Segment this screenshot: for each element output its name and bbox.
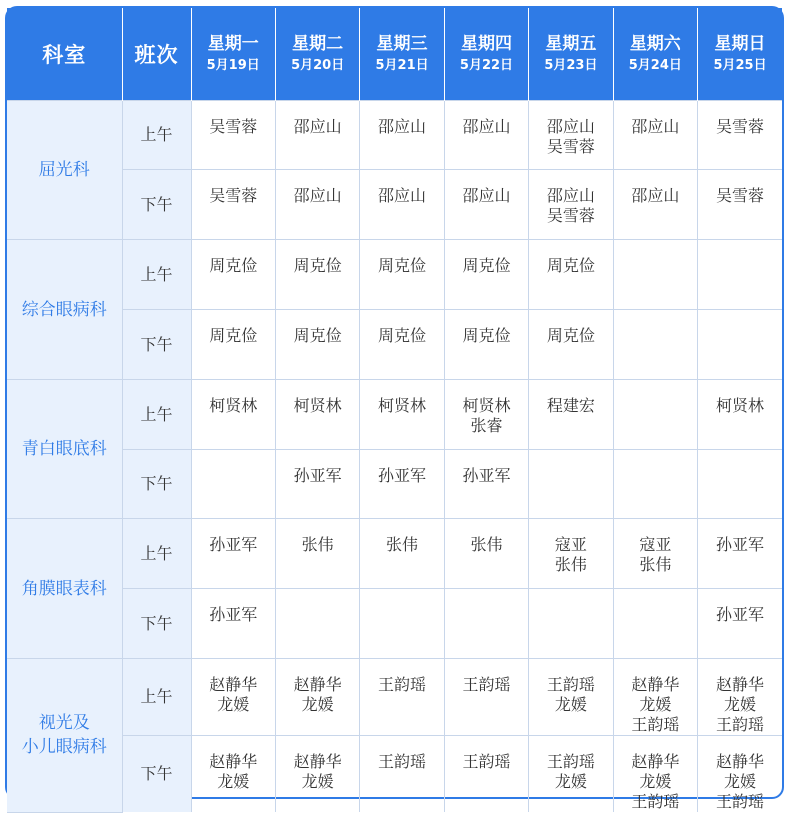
schedule-cell — [191, 519, 275, 589]
schedule-cell — [191, 736, 275, 813]
doctor-name: 柯贤林 — [716, 396, 765, 415]
doctor-name: 龙媛 — [724, 695, 757, 714]
schedule-cell — [444, 240, 528, 310]
doctor-name: 柯贤林 — [378, 396, 427, 415]
doctor-name: 赵静华 — [293, 675, 342, 694]
doctor-name: 邵应山 — [546, 117, 595, 136]
schedule-cell — [529, 380, 613, 450]
shift-cell: 下午 — [122, 736, 191, 813]
department-name: 青白眼底科 — [21, 439, 107, 459]
doctor-name: 周克俭 — [293, 326, 342, 345]
schedule-cell — [613, 170, 697, 240]
schedule-cell — [529, 659, 613, 736]
table-row — [7, 240, 782, 310]
doctor-name: 寇亚 — [639, 535, 672, 554]
shift-cell: 上午 — [122, 519, 191, 589]
day-column-header — [444, 8, 528, 101]
schedule-cell — [444, 519, 528, 589]
schedule-cell — [613, 310, 697, 380]
schedule-cell — [275, 519, 359, 589]
doctor-name: 王韵瑶 — [631, 715, 680, 734]
schedule-cell — [613, 380, 697, 450]
doctor-name: 柯贤林 — [462, 396, 511, 415]
day-label: 星期六 — [629, 34, 681, 54]
schedule-cell — [275, 736, 359, 813]
department-name: 视光及 — [38, 713, 90, 734]
schedule-cell — [275, 310, 359, 380]
table-row — [7, 170, 782, 240]
doctor-name: 龙媛 — [301, 772, 334, 791]
doctor-name: 王韵瑶 — [462, 675, 511, 694]
schedule-cell — [360, 519, 444, 589]
schedule-cell — [613, 589, 697, 659]
table-row — [7, 659, 782, 736]
doctor-name: 龙媛 — [301, 695, 334, 714]
doctor-name: 孙亚军 — [716, 605, 765, 624]
shift-cell: 下午 — [122, 310, 191, 380]
schedule-cell — [698, 380, 782, 450]
doctor-name: 王韵瑶 — [546, 675, 595, 694]
doctor-name: 周克俭 — [546, 256, 595, 275]
doctor-name: 龙媛 — [724, 772, 757, 791]
doctor-name: 周克俭 — [293, 256, 342, 275]
shift-cell: 下午 — [122, 589, 191, 659]
schedule-cell — [529, 589, 613, 659]
schedule-table-container — [5, 6, 784, 811]
doctor-name: 吴雪蓉 — [546, 137, 595, 156]
schedule-cell — [529, 450, 613, 519]
doctor-name: 吴雪蓉 — [716, 186, 765, 205]
date-label: 5月21日 — [375, 58, 429, 73]
doctor-name: 王韵瑶 — [716, 792, 765, 811]
doctor-name: 王韵瑶 — [631, 792, 680, 811]
schedule-cell — [698, 450, 782, 519]
table-row — [7, 519, 782, 589]
doctor-name: 张伟 — [386, 535, 419, 554]
doctor-name: 龙媛 — [639, 695, 672, 714]
schedule-cell — [444, 450, 528, 519]
shift-header-label: 班次 — [134, 43, 179, 67]
doctor-name: 张睿 — [470, 416, 503, 435]
schedule-cell — [191, 310, 275, 380]
doctor-name: 孙亚军 — [293, 466, 342, 485]
day-column-header — [191, 8, 275, 101]
doctor-name: 张伟 — [301, 535, 334, 554]
day-label: 星期五 — [545, 34, 597, 54]
doctor-name: 王韵瑶 — [546, 752, 595, 771]
doctor-name: 赵静华 — [209, 675, 258, 694]
schedule-cell — [360, 659, 444, 736]
schedule-cell — [360, 450, 444, 519]
schedule-cell — [360, 170, 444, 240]
dept-header-label: 科室 — [42, 43, 87, 67]
schedule-cell — [613, 519, 697, 589]
doctor-name: 吴雪蓉 — [209, 117, 258, 136]
table-row — [7, 736, 782, 813]
schedule-cell — [360, 310, 444, 380]
schedule-cell — [191, 589, 275, 659]
schedule-cell — [275, 101, 359, 170]
table-row — [7, 450, 782, 519]
schedule-cell — [275, 589, 359, 659]
table-row — [7, 101, 782, 170]
shift-cell: 下午 — [122, 450, 191, 519]
department-cell — [7, 240, 122, 380]
date-label: 5月20日 — [291, 58, 345, 73]
day-label: 星期三 — [376, 34, 428, 54]
doctor-name: 周克俭 — [378, 256, 427, 275]
doctor-name: 赵静华 — [716, 752, 765, 771]
department-name: 角膜眼表科 — [21, 578, 107, 599]
schedule-cell — [360, 101, 444, 170]
doctor-name: 邵应山 — [378, 117, 427, 136]
schedule-cell — [613, 240, 697, 310]
doctor-name: 邵应山 — [631, 117, 680, 136]
day-column-header — [275, 8, 359, 101]
day-label: 星期四 — [460, 34, 512, 54]
schedule-cell — [698, 736, 782, 813]
doctor-name: 周克俭 — [462, 326, 511, 345]
doctor-name: 赵静华 — [716, 675, 765, 694]
date-label: 5月23日 — [544, 58, 598, 73]
schedule-cell — [360, 380, 444, 450]
department-cell — [7, 659, 122, 813]
doctor-name: 赵静华 — [209, 752, 258, 771]
department-name: 屈光科 — [38, 160, 90, 180]
doctor-name: 孙亚军 — [209, 605, 258, 624]
schedule-cell — [191, 450, 275, 519]
schedule-cell — [613, 659, 697, 736]
shift-column-header — [122, 8, 191, 101]
shift-cell: 上午 — [122, 240, 191, 310]
doctor-name: 邵应山 — [462, 117, 511, 136]
day-column-header — [613, 8, 697, 101]
doctor-name: 吴雪蓉 — [546, 206, 595, 225]
schedule-cell — [613, 736, 697, 813]
doctor-name: 周克俭 — [546, 326, 595, 345]
date-label: 5月25日 — [713, 58, 767, 73]
table-row — [7, 310, 782, 380]
schedule-cell — [191, 101, 275, 170]
doctor-name: 龙媛 — [217, 772, 250, 791]
schedule-cell — [275, 170, 359, 240]
doctor-name: 孙亚军 — [462, 466, 511, 485]
doctor-name: 龙媛 — [554, 695, 587, 714]
doctor-name: 吴雪蓉 — [209, 186, 258, 205]
schedule-cell — [698, 240, 782, 310]
doctor-name: 赵静华 — [293, 752, 342, 771]
schedule-cell — [613, 450, 697, 519]
date-label: 5月24日 — [628, 58, 682, 73]
table-row — [7, 380, 782, 450]
schedule-cell — [275, 450, 359, 519]
doctor-name: 柯贤林 — [209, 396, 258, 415]
schedule-cell — [444, 310, 528, 380]
schedule-cell — [191, 380, 275, 450]
schedule-cell — [360, 589, 444, 659]
schedule-cell — [529, 310, 613, 380]
doctor-name: 邵应山 — [378, 186, 427, 205]
schedule-cell — [444, 736, 528, 813]
doctor-name: 柯贤林 — [293, 396, 342, 415]
shift-cell: 上午 — [122, 380, 191, 450]
dept-column-header — [7, 8, 122, 101]
schedule-cell — [698, 101, 782, 170]
schedule-cell — [698, 589, 782, 659]
doctor-name: 程建宏 — [546, 396, 595, 415]
doctor-name: 邵应山 — [293, 117, 342, 136]
schedule-cell — [360, 736, 444, 813]
table-header — [7, 8, 782, 101]
doctor-name: 张伟 — [470, 535, 503, 554]
doctor-name: 吴雪蓉 — [716, 117, 765, 136]
schedule-cell — [444, 101, 528, 170]
department-cell — [7, 380, 122, 519]
day-label: 星期日 — [714, 34, 766, 54]
doctor-name: 邵应山 — [462, 186, 511, 205]
doctor-name: 孙亚军 — [209, 535, 258, 554]
doctor-name: 龙媛 — [217, 695, 250, 714]
doctor-name: 周克俭 — [378, 326, 427, 345]
schedule-cell — [444, 659, 528, 736]
doctor-name: 王韵瑶 — [462, 752, 511, 771]
schedule-cell — [698, 519, 782, 589]
day-column-header — [698, 8, 782, 101]
doctor-name: 寇亚 — [554, 535, 587, 554]
table-body — [7, 101, 782, 813]
shift-cell: 上午 — [122, 101, 191, 170]
department-name: 小儿眼病科 — [21, 737, 107, 758]
doctor-name: 周克俭 — [462, 256, 511, 275]
date-label: 5月22日 — [459, 58, 514, 73]
schedule-table — [7, 8, 782, 813]
schedule-cell — [698, 170, 782, 240]
schedule-cell — [529, 736, 613, 813]
date-label: 5月19日 — [206, 58, 260, 73]
shift-cell: 上午 — [122, 659, 191, 736]
doctor-name: 邵应山 — [631, 186, 680, 205]
doctor-name: 龙媛 — [554, 772, 587, 791]
table-row — [7, 589, 782, 659]
schedule-cell — [529, 101, 613, 170]
schedule-cell — [529, 519, 613, 589]
doctor-name: 赵静华 — [631, 675, 680, 694]
schedule-cell — [275, 380, 359, 450]
doctor-name: 邵应山 — [546, 186, 595, 205]
schedule-cell — [444, 380, 528, 450]
doctor-name: 张伟 — [639, 555, 672, 574]
schedule-cell — [698, 659, 782, 736]
doctor-name: 周克俭 — [209, 326, 258, 345]
shift-cell: 下午 — [122, 170, 191, 240]
doctor-name: 王韵瑶 — [378, 675, 427, 694]
day-label: 星期二 — [292, 34, 344, 54]
day-column-header — [529, 8, 613, 101]
doctor-name: 王韵瑶 — [378, 752, 427, 771]
schedule-cell — [191, 659, 275, 736]
schedule-cell — [444, 589, 528, 659]
schedule-cell — [275, 659, 359, 736]
doctor-name: 孙亚军 — [378, 466, 427, 485]
day-column-header — [360, 8, 444, 101]
department-cell — [7, 519, 122, 659]
schedule-cell — [444, 170, 528, 240]
schedule-cell — [275, 240, 359, 310]
schedule-cell — [191, 240, 275, 310]
schedule-cell — [191, 170, 275, 240]
doctor-name: 赵静华 — [631, 752, 680, 771]
doctor-name: 龙媛 — [639, 772, 672, 791]
schedule-cell — [529, 240, 613, 310]
schedule-cell — [613, 101, 697, 170]
header-row — [7, 8, 782, 101]
schedule-cell — [529, 170, 613, 240]
doctor-name: 孙亚军 — [716, 535, 765, 554]
department-name: 综合眼病科 — [21, 299, 107, 320]
department-cell — [7, 101, 122, 240]
day-label: 星期一 — [207, 34, 259, 54]
doctor-name: 邵应山 — [293, 186, 342, 205]
doctor-name: 周克俭 — [209, 256, 258, 275]
schedule-cell — [698, 310, 782, 380]
doctor-name: 张伟 — [554, 555, 587, 574]
doctor-name: 王韵瑶 — [716, 715, 765, 734]
schedule-cell — [360, 240, 444, 310]
